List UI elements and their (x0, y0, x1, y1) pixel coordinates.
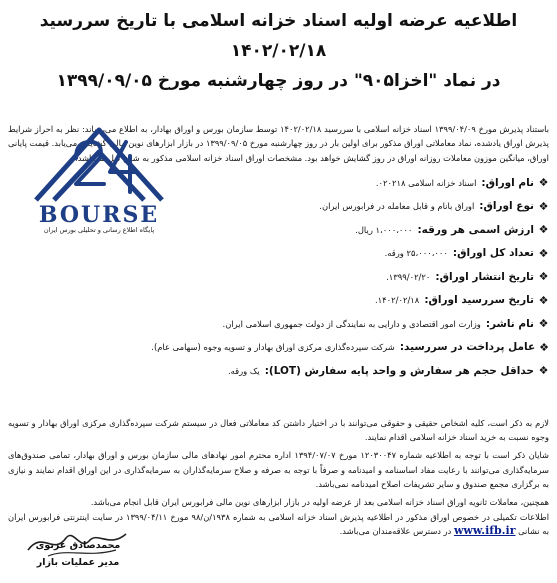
spec-key: نام ناشر: (485, 317, 534, 330)
spec-item-type (189, 194, 549, 218)
diamond-bullet-icon: ❖ (538, 246, 549, 260)
title-line-1: اطلاعیه عرضه اولیه اسناد خزانه اسلامی با تاریخ سررسید ۱۴۰۲/۰۲/۱۸ (39, 11, 518, 61)
spec-item-maturity-date (189, 288, 549, 312)
spec-key: ارزش اسمی هر ورقه: (417, 223, 534, 236)
title-line-2: در نماد "اخزا۹۰۵" در روز چهارشنبه مورخ ۱۳۹۹/۰۹/۰۵ (56, 71, 501, 91)
bourse-mountain-logo-icon (14, 112, 184, 204)
diamond-bullet-icon: ❖ (538, 223, 549, 237)
diamond-bullet-icon: ❖ (538, 364, 549, 378)
signature-block (18, 522, 138, 582)
more-info-tail: در دسترس علاقه‌مندان می‌باشد. (339, 525, 452, 536)
spec-item-total-count (189, 241, 549, 265)
spec-item-name (189, 171, 549, 195)
spec-key: نوع اوراق: (479, 200, 534, 213)
spec-value: یک ورقه. (227, 365, 260, 376)
diamond-bullet-icon: ❖ (538, 176, 549, 190)
spec-item-issuer (189, 312, 549, 336)
logo-tagline: پایگاه اطلاع رسانی و تحلیلی بورس ایران (43, 226, 155, 234)
diamond-bullet-icon: ❖ (538, 317, 549, 331)
paragraph-secondary: همچنین، معاملات ثانویه اوراق اسناد خزانه اسلامی بعد از عرضه اولیه در بازار ابزارهای نوین مالی فرابورس ایران قابل انجام می‌باشد. (90, 497, 549, 508)
diamond-bullet-icon: ❖ (538, 293, 549, 307)
spec-value: ۱۴۰۲/۰۲/۱۸. (375, 295, 420, 306)
spec-key: تاریخ سررسید اوراق: (424, 294, 534, 307)
logo-wordmark: BOURSE (38, 202, 160, 228)
spec-value: وزارت امور اقتصادی و دارایی به نمایندگی از دولت جمهوری اسلامی ایران. (222, 318, 481, 329)
spec-key: عامل پرداخت در سررسید: (399, 341, 536, 354)
ifb-website-link[interactable]: www.ifb.ir (453, 523, 516, 537)
intro-paragraph: باستناد پذیرش مورخ ۱۳۹۹/۰۴/۰۹ اسناد خزانه اسلامی با سررسید ۱۴۰۲/۰۲/۱۸ توسط سازمان بورس و اوراق بهادار، به اطلاع می‌رساند: نظر به احراز شرایط پذیرش اوراق یادشده، نماد معاملاتی اوراق مذکور برای اولین بار در روز چهارشنبه مورخ ۱۳۹۹/۰۹/۰۵ در بازار ابزارهای نوین مالی گشایش می‌یابد. قیمت پایانی اوراق، میانگین موزون معاملات روزانه اوراق در روز گشایش خواهد بود. مشخصات اوراق اسناد خزانه اسلامی مذکور به شرح ذیل می‌باشد: (8, 124, 550, 163)
spec-key: تعداد کل اوراق: (452, 247, 534, 260)
spec-item-paying-agent (151, 335, 549, 359)
spec-key: تاریخ انتشار اوراق: (435, 270, 534, 283)
spec-value: ۱۳۹۹/۰۲/۲۰. (386, 271, 431, 282)
spec-item-face-value (189, 218, 549, 242)
spec-value: اوراق بانام و قابل معامله در فرابورس ایران. (319, 201, 475, 212)
diamond-bullet-icon: ❖ (538, 270, 549, 284)
more-info-text: اطلاعات تکمیلی در خصوص اوراق مذکور در اطلاعیه پذیرش اسناد خزانه اسلامی به شماره ۱۹۳۸/ن/۹۸ مورخ ۱۳۹۹/۰۴/۱۱ در سایت اینترنتی فرابورس ایران به نشانی (8, 511, 549, 536)
spec-key: حداقل حجم هر سفارش و واحد پایه سفارش (LOT): (264, 364, 534, 377)
spec-value: ۲۵،۰۰۰،۰۰۰ ورقه. (384, 248, 448, 259)
signatory-name: محمدصادق غزنوی (35, 540, 121, 551)
spec-value: ۱،۰۰۰،۰۰۰ ریال. (355, 224, 413, 235)
spec-key: نام اوراق: (481, 176, 534, 189)
signatory-role: مدیر عملیات بازار (36, 557, 120, 568)
bourse-logo (14, 112, 184, 240)
spec-value: اسناد خزانه اسلامی ۰۲۰۲۱۸. (375, 177, 477, 188)
paragraph-funds: شایان ذکر است با توجه به اطلاعیه شماره ۱۲۰۳۰۰۴۷ مورخ ۱۳۹۴/۰۷/۰۷ اداره محترم امور نهادهای مالی سازمان بورس و اوراق بهادار، تمامی صندوق‌های سرمایه‌گذاری می‌توانند با رعایت مفاد اساسنامه و امیدنامه و صرفاً با توجه به صرفه و صلاح سرمایه‌گذاران به سرمایه‌گذاری در این اوراق اقدام نمایند و نیازی به برگزاری مجمع صندوق و سایر تشریفات اصلاح امیدنامه نمی‌باشد. (8, 450, 549, 490)
diamond-bullet-icon: ❖ (538, 199, 549, 213)
spec-value: شرکت سپرده‌گذاری مرکزی اوراق بهادار و تسویه وجوه (سهامی عام). (151, 342, 395, 353)
diamond-bullet-icon: ❖ (539, 340, 549, 354)
spec-item-min-lot (189, 359, 549, 383)
paragraph-eligibility: لازم به ذکر است، کلیه اشخاص حقیقی و حقوقی می‌توانند با در اختیار داشتن کد معاملاتی فعال در سیستم شرکت سپرده‌گذاری مرکزی اوراق بهادار و تسویه وجوه نسبت به خرید اسناد خزانه اسلامی اقدام نمایند. (8, 417, 549, 443)
spec-item-issue-date (189, 265, 549, 289)
